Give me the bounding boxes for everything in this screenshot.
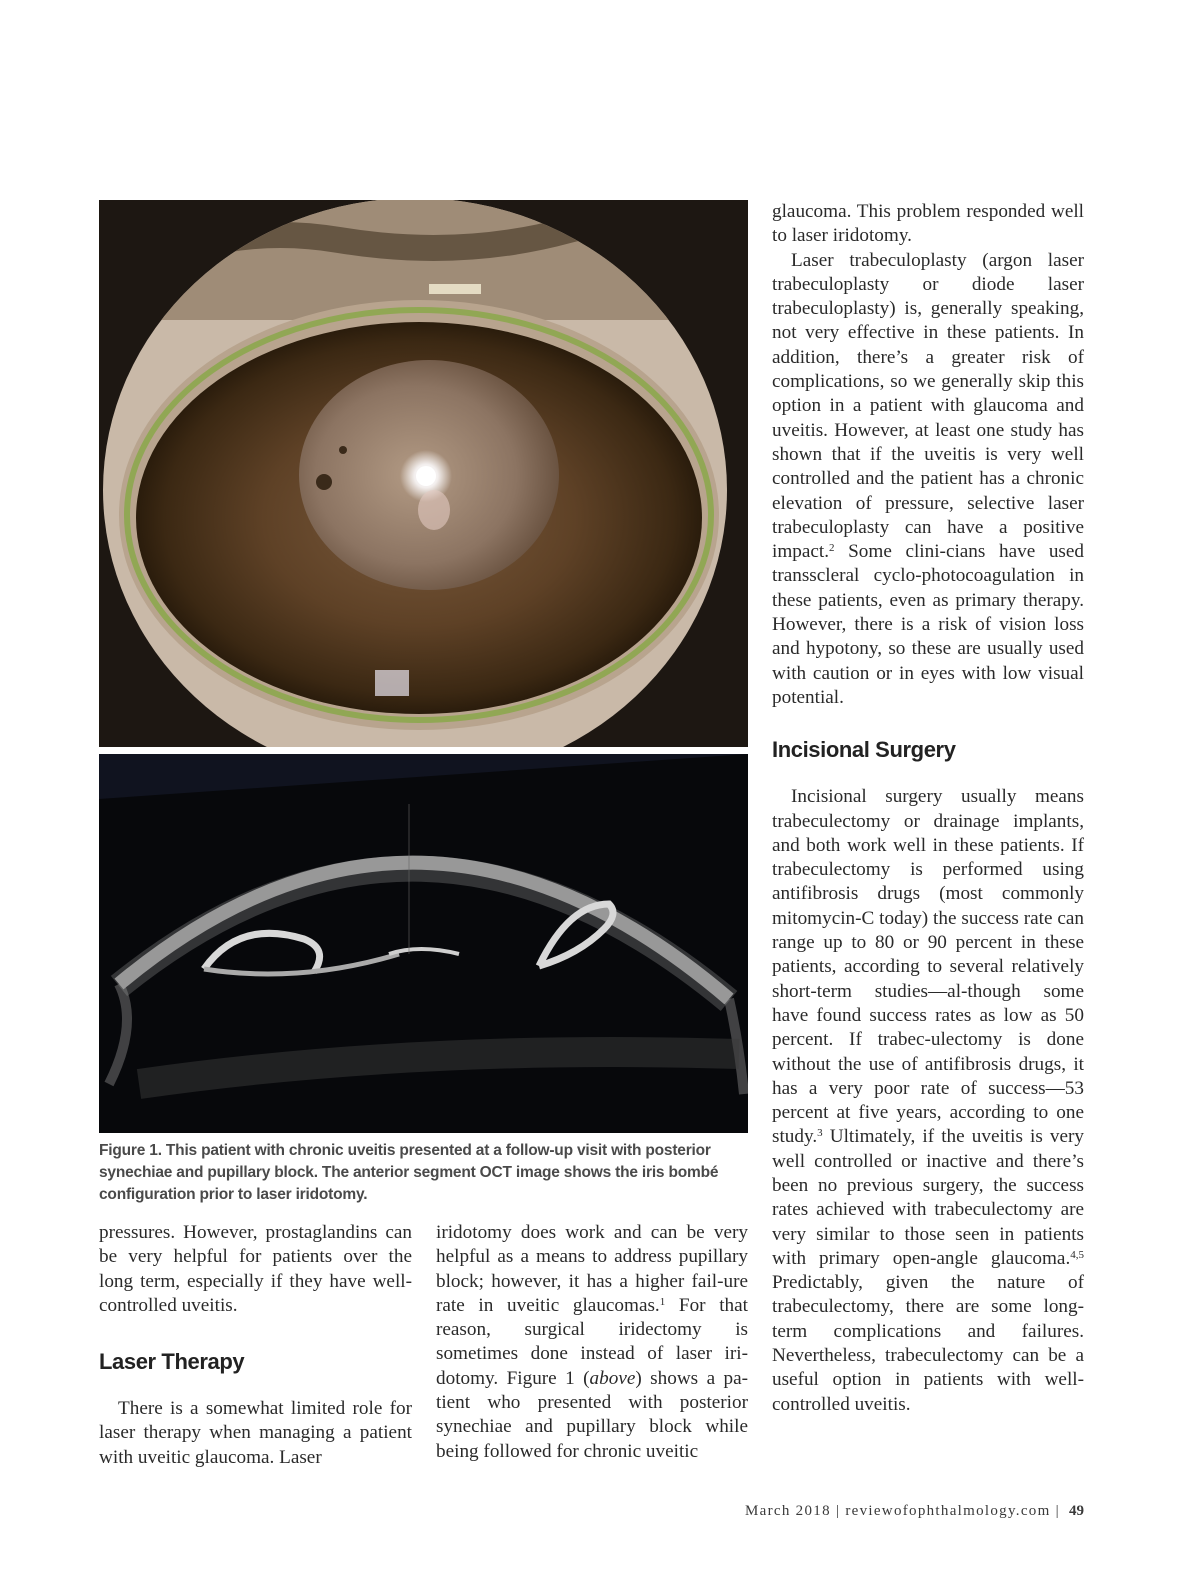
text-column-middle	[436, 1221, 748, 1464]
issue-date: March 2018	[744, 1503, 831, 1519]
site-name: reviewofophthalmology.com	[845, 1503, 1051, 1519]
eye-photograph	[99, 200, 748, 747]
reference-marker: 3	[817, 1127, 823, 1140]
anterior-segment-oct-image	[99, 754, 748, 1133]
text-run: Incisional surgery usually means trabeculectomy or drainage implants, and both work well in these patients. If trabeculectomy is performed using antifibrosis drugs (most commonly mitomycin-C today) the success rate can range up to 80 or 90 percent in these patients, according to several relatively short-term studies—al-though some have found success rates as low as 50 percent. If trabec-ulectomy is done without the use of antifibrosis drugs, it has a very poor rate of success—53 percent at five years, according to one study.	[772, 786, 1084, 1148]
paragraph	[436, 1221, 748, 1464]
paragraph: glaucoma. This problem responded well to laser iridotomy.	[772, 201, 1084, 247]
section-heading-laser-therapy: Laser Therapy	[99, 1349, 245, 1375]
footer-separator: |	[1055, 1503, 1060, 1519]
paragraph	[772, 249, 1084, 711]
section-heading-incisional-surgery: Incisional Surgery	[772, 737, 956, 763]
text-run: ) shows a pa-tient who presented with posterior synechiae and pupillary block while being followed for chronic uveitic	[436, 1367, 749, 1462]
reference-marker: 2	[829, 542, 835, 555]
figure-caption: Figure 1. This patient with chronic uveitis presented at a follow-up visit with posterior synechiae and pupillary block. The anterior segment OCT image shows the iris bombé configuration prior to laser iridotomy.	[99, 1142, 719, 1203]
paragraph: pressures. However, prostaglandins can be very helpful for patients over the long term, especially if they have well-controlled uveitis.	[99, 1222, 412, 1316]
text-run: Some clini-cians have used transscleral cyclo-photocoagulation in these patients, even as primary therapy. However, there is a risk of vision loss and hypotony, so these are usually used with caution or in eyes with low visual potential.	[772, 541, 1084, 708]
page-footer	[745, 1503, 1084, 1520]
text-column-left	[99, 1221, 412, 1470]
reference-marker: 1	[659, 1295, 666, 1308]
text-run: Predictably, given the nature of trabeculectomy, there are some long-term complications and failures. Nevertheless, trabeculectomy can be a useful option in patients with well-controlled uveitis.	[772, 1272, 1084, 1415]
text-column-right	[772, 200, 1084, 1417]
paragraph	[772, 785, 1084, 1417]
page-number: 49	[1069, 1503, 1084, 1519]
text-run: For that reason, surgical iridectomy is sometimes done instead of laser iri-dotomy. Figure 1 (	[436, 1294, 748, 1389]
text-run: Ultimately, if the uveitis is very well controlled or inactive and there’s been no previous surgery, the success rates achieved with trabeculectomy are very similar to those seen in patients with primary open-angle glaucoma.	[772, 1126, 1084, 1269]
paragraph: There is a somewhat limited role for laser therapy when managing a patient with uveitic glaucoma. Laser	[99, 1398, 412, 1468]
italic-text: above	[589, 1367, 636, 1389]
footer-separator: |	[835, 1503, 841, 1519]
text-run: Laser trabeculoplasty (argon laser trabeculoplasty or diode laser trabeculoplasty) is, generally speaking, not very effective in these patients. In addition, there’s a greater risk of complications, so we generally skip this option in a patient with glaucoma and uveitis. However, at least one study has shown that if the uveitis is very well controlled and the patient has a chronic elevation of pressure, selective laser trabeculoplasty can have a positive impact.	[772, 249, 1084, 563]
text-run: iridotomy does work and can be very helpful as a means to address pupillary block; however, it has a higher fail-ure rate in uveitic glaucomas.	[436, 1222, 748, 1316]
reference-marker: 4,5	[1070, 1248, 1084, 1261]
